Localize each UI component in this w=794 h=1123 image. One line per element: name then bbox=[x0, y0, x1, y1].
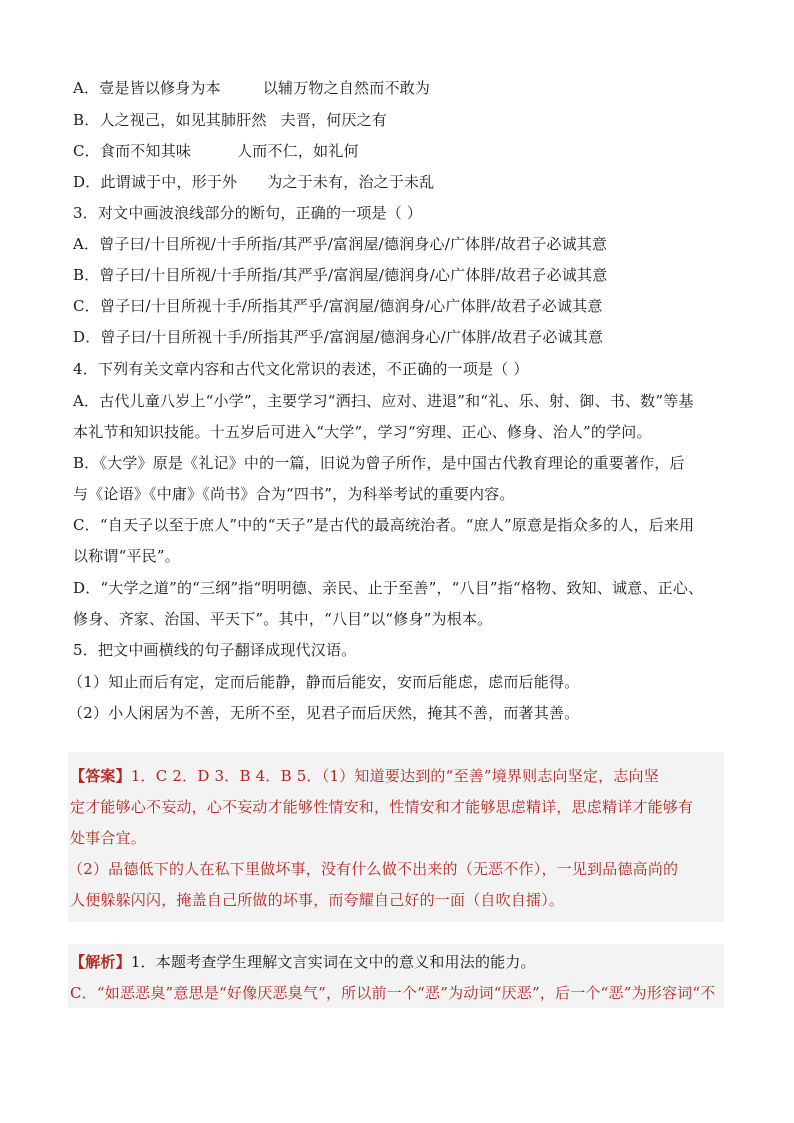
analysis-line-1: 【解析】1．本题考查学生理解文言实词在文中的意义和用法的能力。 bbox=[70, 953, 536, 971]
q4-option-b-line2: 与《论语》《中庸》《尚书》合为“四书”，为科举考试的重要内容。 bbox=[73, 485, 515, 503]
q4-option-d-line2: 修身、齐家、治国、平天下”。其中，“八目”以“修身”为根本。 bbox=[73, 610, 493, 628]
q3-option-a: A．曾子曰/十目所视/十手所指/其严乎/富润屋/德润身心/广体胖/故君子必诚其意 bbox=[73, 235, 608, 253]
q2-option-a: A．壹是皆以修身为本 以辅万物之自然而不敢为 bbox=[73, 79, 431, 97]
q2-option-c: C．食而不知其味 人而不仁，如礼何 bbox=[73, 142, 359, 160]
q4-option-c-line1: C．“自天子以至于庶人”中的“天子”是古代的最高统治者。“庶人”原意是指众多的人，后来用 bbox=[73, 516, 695, 534]
answer-line-2: 定才能够心不妄动，心不妄动才能够性情安和，性情安和才能够思虑精详，思虑精详才能够有 bbox=[70, 798, 694, 816]
q4-option-a-line2: 本礼节和知识技能。十五岁后可进入“大学”，学习“穷理、正心、修身、治人”的学问。 bbox=[73, 423, 652, 441]
q4-stem: 4．下列有关文章内容和古代文化常识的表述，不正确的一项是（ ） bbox=[73, 360, 529, 378]
q4-option-b-line1: B．《大学》原是《礼记》中的一篇，旧说为曾子所作，是中国古代教育理论的重要著作，后 bbox=[73, 454, 685, 472]
q5-stem: 5．把文中画横线的句子翻译成现代汉语。 bbox=[73, 641, 357, 659]
q2-option-b: B．人之视己，如见其肺肝然 夫晋，何厌之有 bbox=[73, 111, 388, 129]
q3-option-b: B．曾子曰/十目所视/十手所指/其严乎/富润屋/德润身/心广体胖/故君子必诚其意 bbox=[73, 266, 608, 284]
analysis-tag: 【解析】 bbox=[70, 953, 131, 971]
analysis-line-2: C．“如恶恶臭”意思是“好像厌恶臭气”，所以前一个“恶”为动词“厌恶”，后一个“恶”为形容词“不 bbox=[70, 984, 716, 1002]
answer-line-1: 【答案】1．C 2．D 3．B 4．B 5．（1）知道要达到的“至善”境界则志向坚定，志向坚 bbox=[70, 767, 659, 785]
q4-option-d-line1: D．“大学之道”的“三纲”指“明明德、亲民、止于至善”，“八目”指“格物、致知、诚意、正心、 bbox=[73, 579, 704, 597]
answer-line-4: （2）品德低下的人在私下里做坏事，没有什么做不出来的（无恶不作），一见到品德高尚的 bbox=[68, 860, 679, 878]
q4-option-c-line2: 以称谓“平民”。 bbox=[73, 547, 180, 565]
q5-item-1: （1）知止而后有定，定而后能静，静而后能安，安而后能虑，虑而后能得。 bbox=[68, 673, 580, 691]
q3-option-c: C．曾子曰/十目所视十手/所指其严乎/富润屋/德润身/心广体胖/故君子必诚其意 bbox=[73, 297, 603, 315]
answer-line-5: 人便躲躲闪闪，掩盖自己所做的坏事，而夸耀自己好的一面（自吹自擂）。 bbox=[70, 891, 565, 909]
q5-item-2: （2）小人闲居为不善，无所不至，见君子而后厌然，掩其不善，而著其善。 bbox=[68, 704, 580, 722]
answer-line-3: 处事合宜。 bbox=[70, 829, 147, 847]
q4-option-a-line1: A．古代儿童八岁上“小学”，主要学习“洒扫、应对、进退”和“礼、乐、射、御、书、数”等基 bbox=[73, 392, 694, 410]
q3-option-d: D．曾子曰/十目所视十手/所指其严乎/富润屋/德润身心/广体胖/故君子必诚其意 bbox=[73, 328, 604, 346]
q3-stem: 3．对文中画波浪线部分的断句，正确的一项是（ ） bbox=[73, 204, 423, 222]
q2-option-d: D．此谓诚于中，形于外 为之于未有，治之于未乱 bbox=[73, 173, 435, 191]
answer-tag: 【答案】 bbox=[70, 767, 131, 785]
